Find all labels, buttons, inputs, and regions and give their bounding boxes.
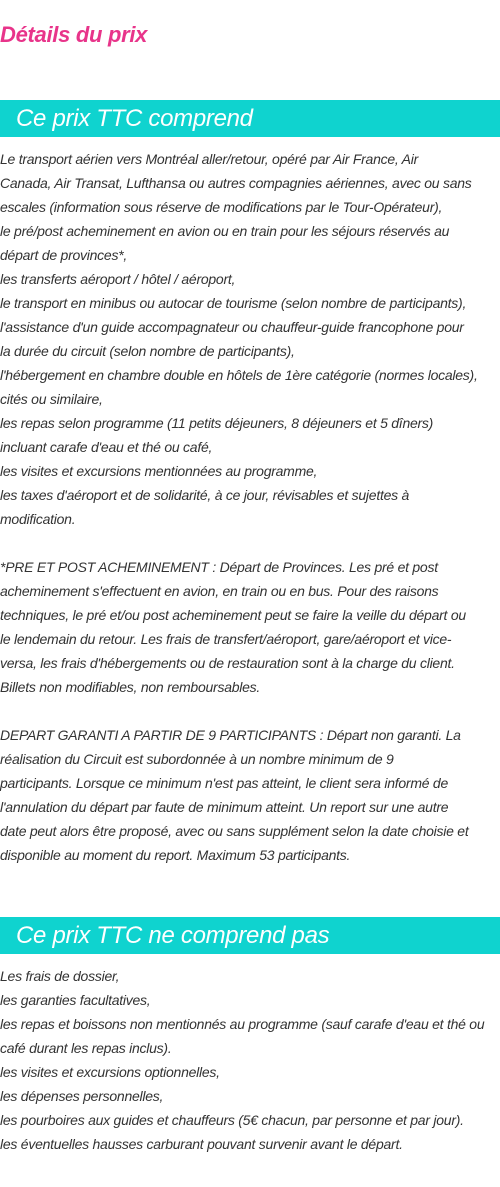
acheminement-note-line: Billets non modifiables, non remboursables. (0, 679, 261, 695)
page-title: Détails du prix (0, 22, 148, 47)
excluded-line: les visites et excursions optionnelles, (0, 1064, 220, 1080)
excluded-line: café durant les repas inclus). (0, 1040, 172, 1056)
included-line: les visites et excursions mentionnées au programme, (0, 463, 318, 479)
depart-note-line: disponible au moment du report. Maximum 53 participants. (0, 847, 351, 863)
included-line: Le transport aérien vers Montréal aller/retour, opéré par Air France, Air (0, 151, 419, 167)
depart-note-line: réalisation du Circuit est subordonnée à un nombre minimum de 9 (0, 751, 394, 767)
depart-note-line: participants. Lorsque ce minimum n'est pas atteint, le client sera informé de (0, 775, 448, 791)
paragraph-gap (0, 531, 500, 555)
included-line: l'assistance d'un guide accompagnateur ou chauffeur-guide francophone pour (0, 319, 464, 335)
included-list (0, 147, 500, 531)
included-line: escales (information sous réserve de modifications par le Tour-Opérateur), (0, 199, 443, 215)
depart-note-line: l'annulation du départ par faute de minimum atteint. Un report sur une autre (0, 799, 449, 815)
acheminement-note-line: le lendemain du retour. Les frais de transfert/aéroport, gare/aéroport et vice- (0, 631, 452, 647)
included-line: le transport en minibus ou autocar de tourisme (selon nombre de participants), (0, 295, 467, 311)
included-line: cités ou similaire, (0, 391, 103, 407)
excluded-section-body (0, 964, 500, 1156)
included-line: la durée du circuit (selon nombre de participants), (0, 343, 295, 359)
excluded-line: Les frais de dossier, (0, 968, 120, 984)
acheminement-note-line: versa, les frais d'hébergements ou de restauration sont à la charge du client. (0, 655, 455, 671)
included-line: le pré/post acheminement en avion ou en train pour les séjours réservés au (0, 223, 450, 239)
included-line: les taxes d'aéroport et de solidarité, à ce jour, révisables et sujettes à (0, 487, 410, 503)
included-line: l'hébergement en chambre double en hôtels de 1ère catégorie (normes locales), (0, 367, 478, 383)
excluded-line: les dépenses personnelles, (0, 1088, 164, 1104)
excluded-section-header: Ce prix TTC ne comprend pas (0, 917, 500, 954)
depart-note-line: date peut alors être proposé, avec ou sans supplément selon la date choisie et (0, 823, 469, 839)
included-line: incluant carafe d'eau et thé ou café, (0, 439, 213, 455)
included-section-header: Ce prix TTC comprend (0, 100, 500, 137)
included-line: les repas selon programme (11 petits déjeuners, 8 déjeuners et 5 dîners) (0, 415, 434, 431)
paragraph-gap (0, 699, 500, 723)
included-line: les transferts aéroport / hôtel / aéroport, (0, 271, 236, 287)
depart-garanti-note (0, 723, 500, 867)
acheminement-note-line: *PRE ET POST ACHEMINEMENT : Départ de Provinces. Les pré et post (0, 559, 438, 575)
included-section-body (0, 147, 500, 867)
excluded-line: les repas et boissons non mentionnés au programme (sauf carafe d'eau et thé ou (0, 1016, 485, 1032)
included-line: Canada, Air Transat, Lufthansa ou autres compagnies aériennes, avec ou sans (0, 175, 472, 191)
included-line: départ de provinces*, (0, 247, 128, 263)
acheminement-note-line: acheminement s'effectuent en avion, en train ou en bus. Pour des raisons (0, 583, 439, 599)
excluded-line: les pourboires aux guides et chauffeurs (5€ chacun, par personne et par jour). (0, 1112, 464, 1128)
excluded-line: les garanties facultatives, (0, 992, 151, 1008)
depart-note-line: DEPART GARANTI A PARTIR DE 9 PARTICIPANTS : Départ non garanti. La (0, 727, 461, 743)
acheminement-note-line: techniques, le pré et/ou post acheminement peut se faire la veille du départ ou (0, 607, 466, 623)
excluded-line: les éventuelles hausses carburant pouvant survenir avant le départ. (0, 1136, 403, 1152)
acheminement-note (0, 555, 500, 699)
included-line: modification. (0, 511, 76, 527)
